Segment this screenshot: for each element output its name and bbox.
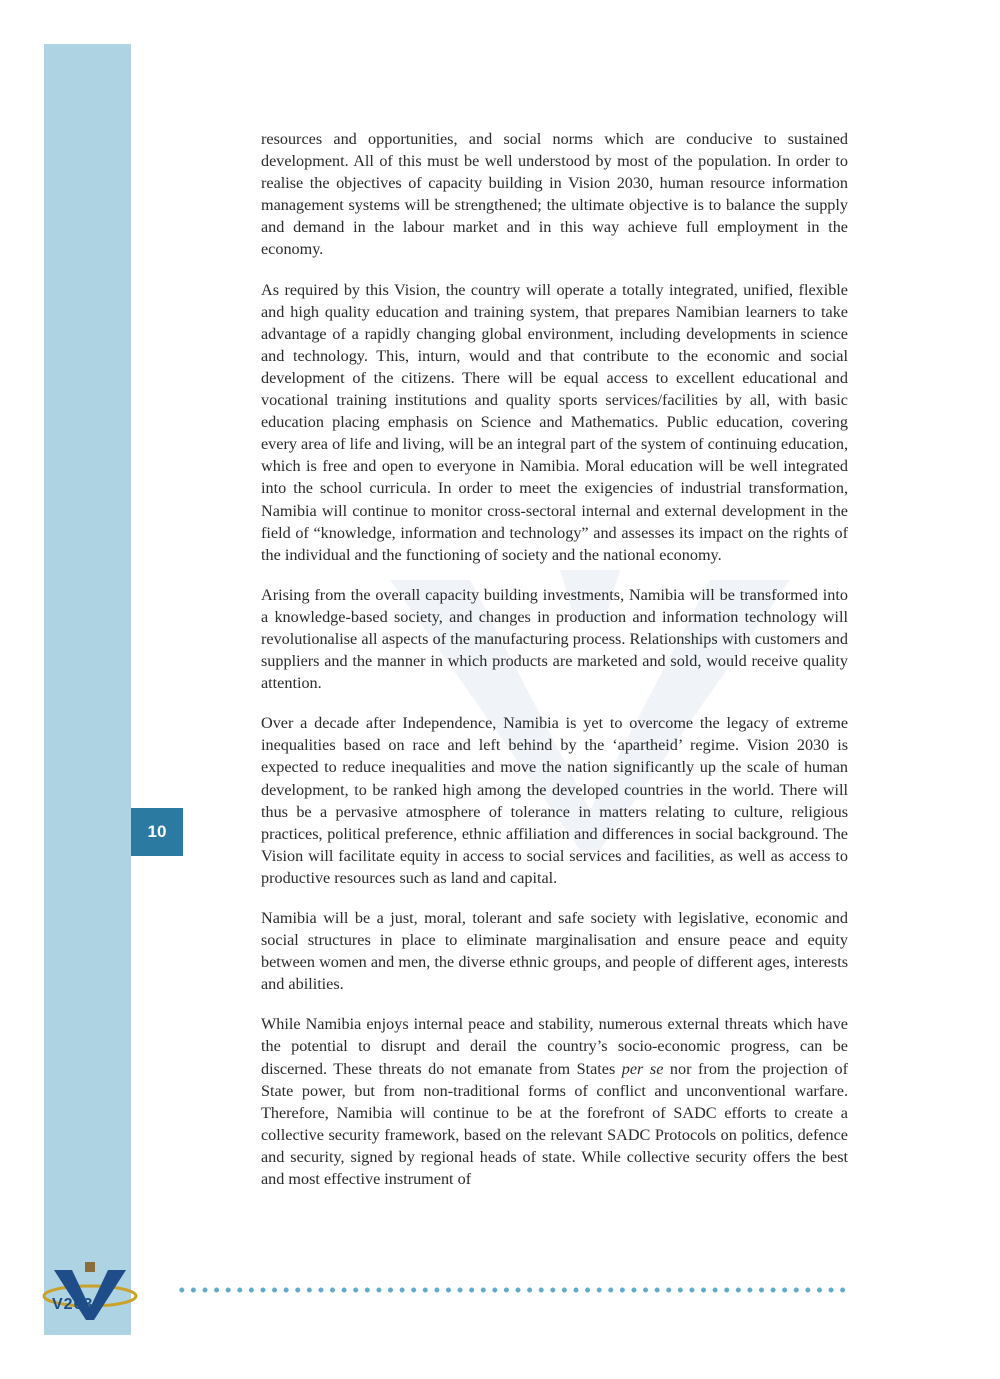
paragraph: Arising from the overall capacity building investments, Namibia will be transformed into a knowledge-based society, and changes in production and information technology will revolutionalise all aspects of the manufacturing process. Relationships with customers and suppliers and the manner in which products are marketed and sold, would receive quality attention.	[261, 585, 848, 693]
page-number-tab	[131, 808, 183, 856]
paragraph: As required by this Vision, the country will operate a totally integrated, unified, flexible and high quality education and training system, that prepares Namibian learners to take advantage of a rapidly changing global environment, including developments in science and technology. This, inturn, would and that contribute to the economic and social development of the citizens. There will be equal access to excellent educational and vocational training institutions and quality sports services/facilities by all, with basic education placing emphasis on Science and Mathematics. Public education, covering every area of life and living, will be an integral part of the system of continuing education, which is free and open to everyone in Namibia. Moral education will be well integrated into the school curricula. In order to meet the exigencies of industrial transformation, Namibia will continue to monitor cross-sectoral internal and external development in the field of “knowledge, information and technology” and assesses its impact on the rights of the individual and the functioning of society and the national economy.	[261, 280, 848, 564]
italic-term: per se	[621, 1059, 664, 1078]
footer-dotted-divider	[176, 1284, 850, 1296]
paragraph: resources and opportunities, and social norms which are conducive to sustained development. All of this must be well understood by most of the population. In order to realise the objectives of capacity building in Vision 2030, human resource information management systems will be strengthened; the ultimate objective is to balance the supply and demand in the labour market and in this way achieve full employment in the economy.	[261, 130, 848, 259]
paragraph-text: While Namibia enjoys internal peace and stability, numerous external threats which have the potential to disrupt and derail the country’s socio-economic progress, can be discerned. These threats do not emanate from States	[261, 1015, 848, 1078]
paragraph: Over a decade after Independence, Namibia is yet to overcome the legacy of extreme inequalities based on race and left behind by the ‘apartheid’ regime. Vision 2030 is expected to reduce inequalities and move the nation significantly up the scale of human development, to be ranked high among the developed countries in the world. There will thus be a pervasive atmosphere of tolerance in matters relating to culture, religious practices, political preference, ethnic affiliation and differences in social background. The Vision will facilitate equity in access to social services and facilities, as well as access to productive resources such as land and capital.	[261, 714, 848, 887]
side-band	[44, 44, 131, 1335]
paragraph-text: nor from the projection of State power, but from non-traditional forms of conflict and unconventional warfare. Therefore, Namibia will continue to be at the forefront of SADC efforts to create a collective security framework, based on the relevant SADC Protocols on politics, defence and security, signed by regional heads of state. While collective security offers the best and most effective instrument of	[261, 1059, 848, 1189]
page-number: 10	[147, 822, 167, 841]
logo-text: V2030	[52, 1296, 104, 1313]
paragraph	[261, 1013, 848, 1190]
paragraph: Namibia will be a just, moral, tolerant and safe society with legislative, economic and social structures in place to eliminate marginalisation and ensure peace and equity between women and men, the diverse ethnic groups, and people of different ages, interests and abilities.	[261, 909, 848, 994]
body-text	[261, 128, 848, 1208]
